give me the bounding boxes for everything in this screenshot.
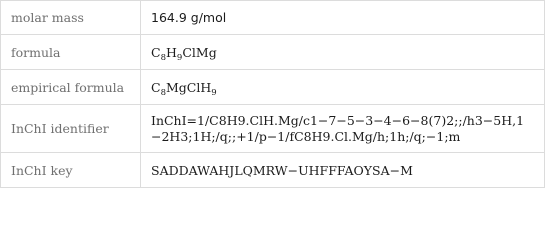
formula-h-count: 9	[176, 52, 183, 63]
label-formula: formula	[1, 35, 141, 70]
label-empirical-formula: empirical formula	[1, 70, 141, 105]
value-inchi-identifier: InChI=1/C8H9.ClH.Mg/c1−7−5−3−4−6−8(7)2;;/h3−5H,1−2H3;1H;/q;;+1/p−1/fC8H9.Cl.Mg/h;1h;/q;−1;m	[141, 105, 545, 153]
formula-h: H	[166, 44, 177, 60]
row-empirical-formula	[1, 70, 545, 105]
empirical-c-count: 8	[160, 87, 166, 98]
row-formula	[1, 35, 545, 70]
formula-c-count: 8	[160, 52, 166, 63]
formula-c: C	[151, 44, 161, 60]
label-inchi-identifier: InChI identifier	[1, 105, 141, 153]
value-inchi-key: SADDAWAHJLQMRW−UHFFFAOYSA−M	[141, 153, 545, 188]
empirical-mgclh: MgClH	[166, 79, 212, 95]
row-molar-mass	[1, 1, 545, 35]
value-empirical-formula	[141, 70, 545, 105]
value-formula	[141, 35, 545, 70]
formula-clmg: ClMg	[182, 44, 217, 60]
empirical-h-count: 9	[211, 87, 217, 98]
value-molar-mass: 164.9 g/mol	[141, 1, 545, 35]
empirical-c: C	[151, 79, 161, 95]
label-molar-mass: molar mass	[1, 1, 141, 35]
label-inchi-key: InChI key	[1, 153, 141, 188]
row-inchi-identifier	[1, 105, 545, 153]
row-inchi-key	[1, 153, 545, 188]
